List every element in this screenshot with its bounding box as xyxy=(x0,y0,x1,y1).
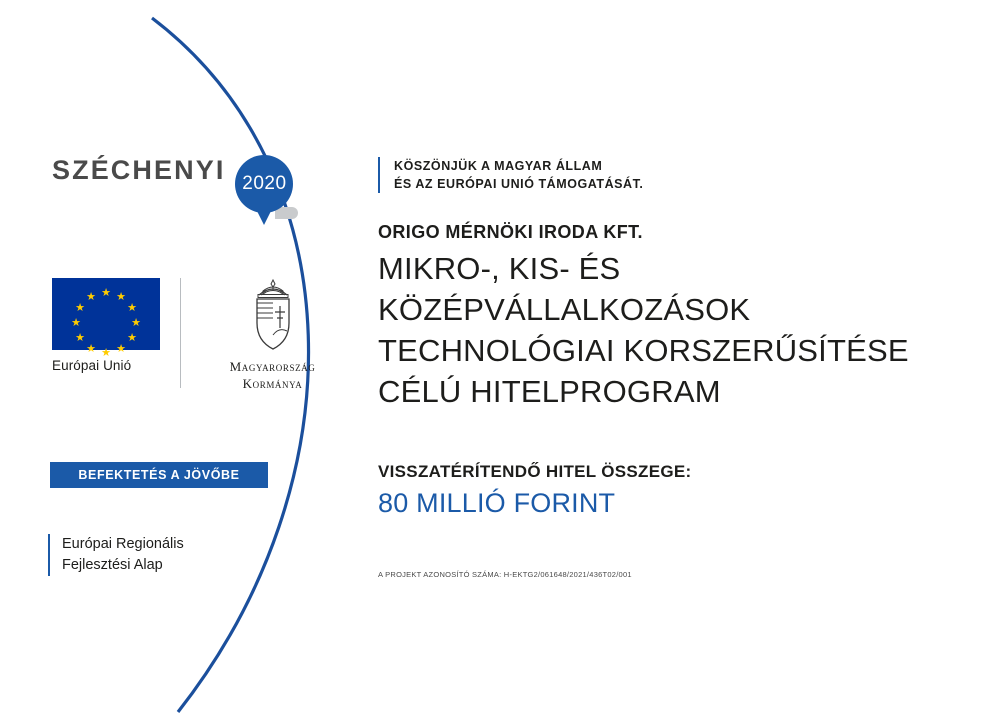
erfa-line1: Európai Regionális xyxy=(62,536,184,552)
eu-flag-icon: ★ ★ ★ ★ ★ ★ ★ ★ ★ ★ ★ ★ xyxy=(52,278,160,350)
szechenyi-2020-logo xyxy=(52,155,293,229)
government-caption-line1: Magyarország xyxy=(229,359,316,374)
amount-label: VISSZATÉRÍTENDŐ HITEL ÖSSZEGE: xyxy=(378,462,692,481)
invest-in-future-banner: BEFEKTETÉS A JÖVŐBE xyxy=(50,462,268,488)
company-name: ORIGO MÉRNÖKI IRODA KFT. xyxy=(378,222,643,242)
map-pin-icon xyxy=(235,155,293,229)
project-identifier: A PROJEKT AZONOSÍTÓ SZÁMA: H-EKTG2/061648/2021/436T02/001 xyxy=(378,570,632,579)
hungary-coat-of-arms-icon xyxy=(245,278,301,352)
thanks-line2: ÉS AZ EURÓPAI UNIÓ TÁMOGATÁSÁT. xyxy=(394,177,644,191)
eu-logo-caption: Európai Unió xyxy=(52,358,132,373)
erfa-line2: Fejlesztési Alap xyxy=(62,557,163,573)
government-logo-block xyxy=(203,278,342,392)
szechenyi-wordmark: SZÉCHENYI xyxy=(52,155,226,185)
amount-value: 80 MILLIÓ FORINT xyxy=(378,488,616,518)
szechenyi-year: 2020 xyxy=(242,173,287,194)
government-caption-line2: Kormánya xyxy=(242,376,303,391)
eu-and-government-logos xyxy=(52,278,342,392)
eu-logo-block xyxy=(52,278,160,373)
thanks-block xyxy=(378,157,643,193)
thanks-line1: KÖSZÖNJÜK A MAGYAR ÁLLAM xyxy=(394,159,603,173)
left-logo-column xyxy=(50,0,350,721)
erfa-fund-caption xyxy=(48,534,184,576)
government-logo-caption xyxy=(203,358,342,392)
logo-divider xyxy=(180,278,181,388)
program-headline: MIKRO-, KIS- ÉS KÖZÉPVÁLLALKOZÁSOK TECHNOLÓGIAI KORSZERŰSÍTÉSE CÉLÚ HITELPROGRAM xyxy=(378,251,909,409)
